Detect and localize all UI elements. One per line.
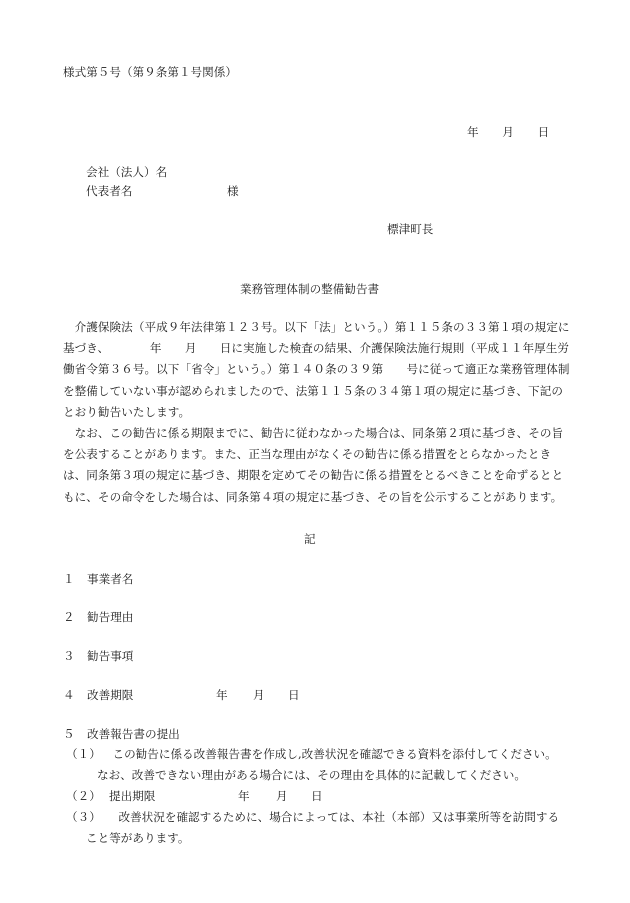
sub-item-1-note: なお、改善できない理由がある場合には、その理由を具体的に記載してください。: [97, 768, 526, 782]
item-number: ２: [63, 610, 75, 624]
submission-deadline-label: 提出期限: [109, 789, 156, 803]
submission-year: 年: [238, 789, 250, 803]
item-label: 改善期限: [87, 688, 134, 702]
date-year: 年: [467, 125, 479, 139]
item-label: 改善報告書の提出: [87, 727, 180, 741]
sub-item-text: この勧告に係る改善報告書を作成し,改善状況を確認できる資料を添付してください。: [112, 747, 557, 761]
item-2: [63, 609, 133, 625]
submission-month: 月: [276, 789, 288, 803]
item-3: [63, 648, 133, 664]
addressee-representative: [86, 183, 239, 199]
item-5: [63, 726, 180, 742]
sub-item-3: [66, 809, 559, 825]
date-day: 日: [537, 125, 550, 139]
form-label: 様式第５号（第９条第１号関係）: [63, 65, 237, 79]
body-paragraph-1: 介護保険法（平成９年法律第１２３号。以下「法」という。）第１１５条の３３第１項の規定に基づき、 年 月 日に実施した検査の結果、介護保険法施行規則（平成１１年厚生労働省令第３６号。以下「省令」という。）第１４０条の３９第 号に従って適正な業務管理体制を整備していない事が認められましたので、法第１１５条の３４第１項の規定に基づき、下記のとおり勧告いたします。: [63, 320, 570, 419]
sub-item-number: （２）: [66, 789, 101, 803]
body-text: [63, 317, 573, 508]
item-number: ３: [63, 649, 75, 663]
sub-item-text: 改善状況を確認するために、場合によっては、本社（本部）又は事業所等を訪問する: [118, 810, 560, 824]
sub-item-3-continuation: こと等があります。: [86, 831, 190, 845]
sub-item-1: [66, 746, 557, 762]
item-label: 事業者名: [87, 572, 134, 586]
item-label: 勧告事項: [87, 649, 134, 663]
item-label: 勧告理由: [87, 610, 134, 624]
deadline-year: 年: [216, 688, 228, 702]
item-number: ５: [63, 727, 75, 741]
issuer: 標津町長: [387, 222, 434, 236]
item-number: １: [63, 572, 75, 586]
submission-day: 日: [311, 789, 323, 803]
body-paragraph-2: なお、この勧告に係る期限までに、勧告に従わなかった場合は、同条第２項に基づき、その旨を公表することがあります。また、正当な理由がなくその勧告に係る措置をとらなかったときは、同条第３項の規定に基づき、期限を定めてその勧告に係る措置をとるべきことを命ずるとともに、その命令をした場合は、同条第４項の規定に基づき、その旨を公示することがあります。: [63, 426, 564, 504]
document-title: 業務管理体制の整備勧告書: [240, 282, 380, 296]
honorific: 様: [227, 184, 239, 198]
date-month: 月: [502, 125, 514, 139]
sub-item-number: （３）: [66, 810, 101, 824]
item-1: [63, 571, 133, 587]
representative-label: 代表者名: [86, 184, 133, 198]
deadline-month: 月: [253, 688, 265, 702]
date-line: [467, 124, 549, 140]
item-4: [63, 687, 300, 703]
sub-item-2: [66, 788, 323, 804]
ki-heading: 記: [304, 532, 316, 546]
item-number: ４: [63, 688, 75, 702]
deadline-day: 日: [288, 688, 300, 702]
sub-item-number: （１）: [66, 747, 101, 761]
addressee-company: 会社（法人）名: [86, 165, 168, 179]
